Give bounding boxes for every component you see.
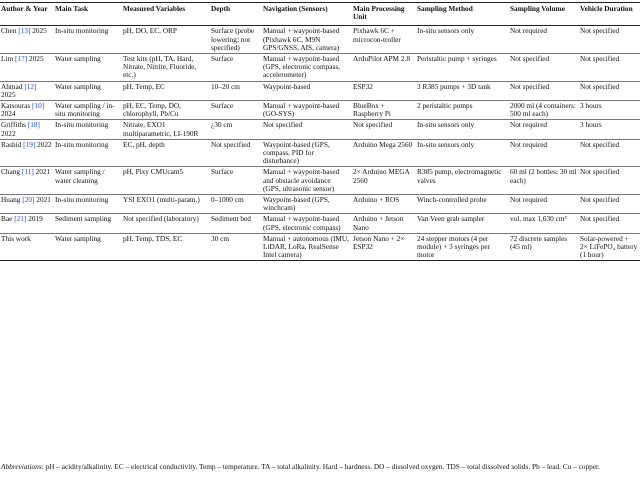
cell-task: Water sampling	[55, 54, 101, 64]
header-duration: Vehicle Duration	[580, 4, 633, 13]
author-name: Chen	[1, 26, 17, 36]
cell-depth: Surface	[211, 167, 234, 177]
footnote-label: Abbreviations	[1, 462, 42, 471]
cell-author	[0, 120, 54, 139]
cell-navigation: Not specified	[263, 120, 303, 130]
table-row	[0, 26, 640, 54]
cell-volume: Not required	[510, 195, 548, 205]
cell-duration: Not specified	[580, 195, 620, 205]
cell-variables: EC, pH, depth	[123, 139, 165, 149]
citation-link[interactable]: [20]	[22, 195, 35, 205]
author-name: Katsouras	[1, 101, 31, 111]
cell-variables: Test kits (pH, TA, Hard, Nitrate, Nitrite, Fluoride, etc.)	[123, 54, 197, 80]
table-row	[0, 139, 640, 167]
cell-task: Water sampling	[55, 233, 101, 243]
cell-author	[0, 26, 54, 54]
cell-processing: Arduino + Jetson Nano	[353, 214, 404, 232]
cell-sampling: Van Veen grab sampler	[417, 214, 485, 224]
cell-depth: Surface	[211, 101, 234, 111]
cell-processing: BlueBox + Raspberry Pi	[353, 101, 391, 119]
author-name: Huang	[1, 195, 21, 205]
author-year: 2025	[32, 26, 47, 36]
author-name: Ahmad	[1, 81, 23, 91]
citation-link[interactable]: [12]	[24, 81, 37, 91]
cell-depth: 30 cm	[211, 233, 230, 243]
cell-task: In-situ monitoring	[55, 139, 109, 149]
author-name: Chang	[1, 167, 21, 177]
citation-link[interactable]: [18]	[27, 120, 40, 130]
cell-processing: Arduino + ROS	[353, 195, 400, 205]
table-row	[0, 233, 640, 261]
author-year: 2019	[28, 214, 43, 224]
cell-sampling: In-situ sensors only	[417, 26, 475, 36]
cell-depth: ¿30 cm	[211, 120, 233, 130]
cell-duration: Not specified	[580, 139, 620, 149]
cell-volume: Not specified	[510, 54, 550, 64]
author-year: 2024	[1, 109, 16, 119]
cell-navigation: Manual + waypoint-based (GPS, electronic compass, accelerometer)	[263, 54, 341, 80]
cell-sampling: R385 pump, electromagnetic valves	[417, 167, 502, 185]
cell-author	[0, 139, 54, 167]
author-year: 2021	[35, 167, 51, 177]
table-row	[0, 214, 640, 233]
author-year: 2025	[29, 54, 44, 64]
cell-duration: Not specified	[580, 81, 620, 91]
cell-duration: 3 hours	[580, 101, 602, 111]
cell-navigation: Waypoint-based (GPS, winchcam)	[263, 195, 330, 213]
cell-variables: pH, Pixy CMUcam5	[123, 167, 184, 177]
author-name: Lim	[1, 54, 14, 64]
cell-task: In-situ monitoring	[55, 195, 109, 205]
cell-author	[0, 81, 54, 100]
table-row	[0, 81, 640, 100]
cell-depth: Sediment bed	[211, 214, 251, 224]
citation-link[interactable]: [10]	[32, 101, 45, 111]
cell-volume: Not required	[510, 120, 548, 130]
citation-link[interactable]: [17]	[15, 54, 28, 64]
cell-author	[0, 214, 54, 233]
cell-sampling: In-situ sensors only	[417, 120, 475, 130]
author-name: Griffiths	[1, 120, 26, 130]
cell-navigation: Manual + waypoint-based (GPS, electronic compass)	[263, 214, 341, 232]
cell-processing: Not specified	[353, 120, 393, 130]
cell-author	[0, 167, 54, 195]
cell-depth: 10–20 cm	[211, 81, 240, 91]
cell-depth: Not specified	[211, 139, 251, 149]
header-row	[0, 3, 640, 26]
cell-processing: Arduino Mega 2560	[353, 139, 413, 149]
author-name: Bae	[1, 214, 13, 224]
cell-volume: Not specified	[510, 81, 550, 91]
cell-navigation: Manual + waypoint-based and obstacle avoidance (GPS, ultrasonic sensor)	[263, 167, 340, 193]
header-sampling: Sampling Method	[417, 4, 473, 13]
cell-depth: Surface	[211, 54, 234, 64]
cell-author	[0, 54, 54, 82]
author-year: 2021	[36, 195, 51, 205]
cell-sampling: 24 stepper motors (4 per module) + 3 syringes per motor	[417, 233, 491, 260]
header-variables: Measured Variables	[123, 4, 186, 13]
cell-variables: YSI EXO1 (multi-param.)	[123, 195, 200, 205]
cell-duration: Solar-powered + 2× LiFePO₄ battery (1 hour)	[580, 233, 638, 260]
citation-link[interactable]: [19]	[23, 139, 36, 149]
author-name: Rashid	[1, 139, 22, 149]
cell-author	[0, 233, 54, 261]
cell-task: Water sampling / water cleaning	[55, 167, 105, 185]
cell-navigation: Waypoint-based (GPS, compass, PID for disturbance)	[263, 139, 330, 166]
cell-navigation: Waypoint-based	[263, 81, 311, 91]
cell-volume: Not required	[510, 26, 548, 36]
cell-duration: Not specified	[580, 167, 620, 177]
cell-volume: 2000 ml (4 containers: 500 ml each)	[510, 101, 576, 119]
abbreviations-footnote	[1, 462, 639, 471]
cell-volume: vol. max 1,630 cm³	[510, 214, 567, 224]
cell-processing: 2× Arduino MEGA 2560	[353, 167, 410, 185]
cell-task: In-situ monitoring	[55, 120, 109, 130]
header-author: Author & Year	[1, 4, 48, 13]
cell-variables: pH, Temp, TDS, EC	[123, 233, 183, 243]
header-depth: Depth	[211, 4, 231, 13]
cell-navigation: Manual + waypoint-based (Pixhawk 6C, M9N GPS/GNSS, AIS, camera)	[263, 26, 340, 52]
cell-volume: 72 discrete samples (45 ml)	[510, 233, 568, 252]
header-volume: Sampling Volume	[510, 4, 565, 13]
cell-variables: Nitrate, EXO1 multiparametric, LI-190R	[123, 120, 199, 138]
cell-duration: 3 hours	[580, 120, 602, 130]
cell-depth: Surface (probe lowering; not specified)	[211, 26, 255, 52]
table-row	[0, 101, 640, 120]
cell-task: In-situ monitoring	[55, 26, 109, 36]
cell-author	[0, 101, 54, 120]
cell-sampling: In-situ sensors only	[417, 139, 475, 149]
table-row	[0, 195, 640, 214]
author-year: 2025	[1, 89, 16, 99]
citation-link[interactable]: [11]	[21, 167, 34, 177]
cell-variables: pH, EC, Temp, DO, chlorophyll, Pb/Cu	[123, 101, 181, 119]
cell-sampling: Winch-controlled probe	[417, 195, 487, 205]
cell-navigation: Manual + waypoint-based (GO-SYS)	[263, 101, 340, 119]
author-year: 2022	[1, 128, 16, 138]
cell-volume: Not required	[510, 139, 548, 149]
cell-variables: Not specified (laboratory)	[123, 214, 199, 224]
cell-variables: pH, DO, EC, ORP	[123, 26, 177, 36]
cell-processing: Pixhawk 6C + microcon-troller	[353, 26, 401, 44]
cell-sampling: 2 peristaltic pumps	[417, 101, 473, 111]
cell-task: Water sampling / in-situ monitoring	[55, 101, 115, 119]
citation-link[interactable]: [13]	[18, 26, 31, 36]
cell-processing: ArduPilot APM 2.8	[353, 54, 410, 64]
cell-depth: 0–1000 cm	[211, 195, 244, 205]
table-row	[0, 120, 640, 139]
footnote-text: : pH – acidity/alkalinity. EC – electrical conductivity. Temp – temperature. TA – total alkalinity. Hard – hardness. DO – dissolved oxygen. TDS – total dissolved solids. Pb – lead. Cu – copper.	[41, 462, 600, 471]
header-processing: Main Processing Unit	[353, 4, 405, 22]
cell-sampling: Peristaltic pump + syringes	[417, 54, 497, 64]
cell-duration: Not specified	[580, 54, 620, 64]
cell-variables: pH, Temp, EC	[123, 81, 165, 91]
citation-link[interactable]: [21]	[14, 214, 27, 224]
cell-task: Sediment sampling	[55, 214, 112, 224]
table-row	[0, 54, 640, 82]
author-year: 2022	[37, 139, 52, 149]
cell-sampling: 3 R385 pumps + 3D tank	[417, 81, 491, 91]
comparison-table	[0, 2, 640, 261]
header-navigation: Navigation (Sensors)	[263, 4, 328, 13]
table-row	[0, 167, 640, 195]
cell-duration: Not specified	[580, 26, 620, 36]
header-task: Main Task	[55, 4, 89, 13]
cell-volume: 60 ml (2 bottles: 30 ml each)	[510, 167, 577, 185]
cell-author	[0, 195, 54, 214]
cell-task: Water sampling	[55, 81, 101, 91]
cell-duration: Not specified	[580, 214, 620, 224]
cell-processing: ESP32	[353, 81, 373, 91]
author-name: This work	[1, 233, 31, 243]
cell-navigation: Manual + autonomous (IMU, LiDAR, LoRa, RealSense Intel camera)	[263, 233, 349, 260]
cell-processing: Jetson Nano + 2× ESP32	[353, 233, 405, 252]
